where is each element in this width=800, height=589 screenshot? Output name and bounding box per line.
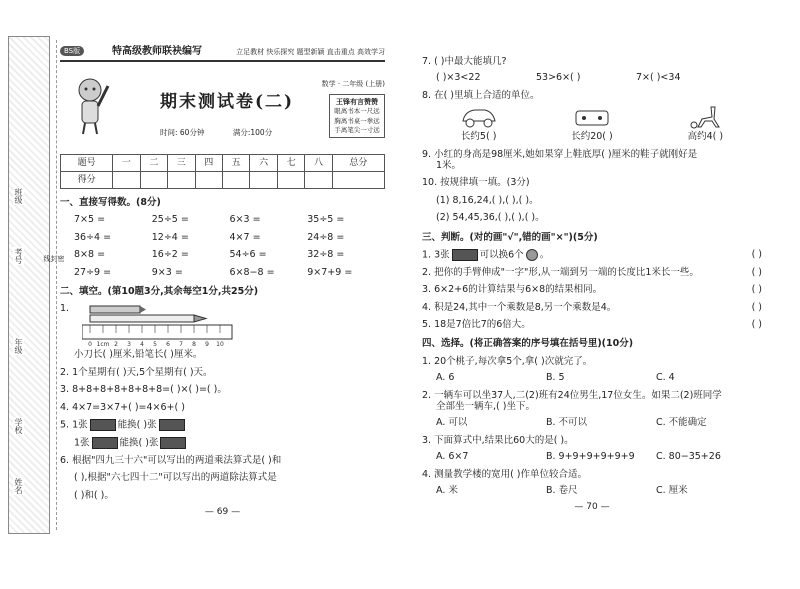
ruler-figure (82, 303, 242, 347)
judge-text: 3. 6×2+6的计算结果与6×8的结果相同。 (422, 284, 603, 296)
score-cell: 六 (250, 155, 277, 172)
binding-class-label: 班级 (14, 188, 23, 204)
j1-text-c: 。 (539, 249, 550, 261)
judge-5 (422, 319, 762, 330)
option: A. 可以 (436, 417, 468, 429)
motto-line: 胸离书桌一拳远 (334, 116, 380, 125)
exam-header (60, 62, 385, 152)
right-page (422, 56, 762, 513)
question-5a (60, 419, 385, 431)
q5b-text: 能换( )张 (117, 419, 157, 431)
giraffe-icon (685, 105, 725, 129)
seal-feng: 封 (50, 255, 58, 262)
judge-answer-blank[interactable]: ( ) (751, 284, 762, 296)
question-10-1: (1) 8,16,24,( ),( ),( )。 (436, 194, 539, 206)
score-input[interactable] (140, 172, 167, 189)
exam-full-score: 满分:100分 (232, 128, 273, 137)
binding-grade-label: 年级 (14, 338, 23, 354)
score-input[interactable] (113, 172, 140, 189)
judge-text: 5. 18是7倍比7的6倍大。 (422, 319, 531, 331)
banner (60, 44, 385, 62)
edition-badge: BS版 (60, 46, 84, 56)
calc-item: 27÷9 = (74, 266, 112, 278)
calc-grid (60, 214, 385, 278)
calc-item: 36÷4 = (74, 231, 112, 243)
calc-item: 54÷6 = (229, 249, 267, 261)
option: B. 5 (546, 372, 565, 384)
score-cell: 七 (277, 155, 304, 172)
coin-icon (526, 249, 538, 261)
page-number-right: — 70 — (574, 502, 610, 513)
q7-item: 53>6×( ) (536, 72, 581, 84)
option: A. 6 (436, 372, 455, 384)
toy-car-icon (459, 105, 499, 129)
ruler-number: 5 (153, 341, 157, 348)
q7-items (422, 72, 762, 83)
q5d-text: 能换( )张 (119, 437, 159, 449)
ruler-number: 8 (192, 341, 196, 348)
q8-item (422, 105, 535, 142)
option: B. 不可以 (546, 417, 588, 429)
score-input[interactable] (168, 172, 195, 189)
q1-number: 1. (60, 303, 70, 315)
calc-item: 32÷8 = (307, 249, 345, 261)
q8-label: 长约20( ) (571, 131, 613, 143)
exam-meta (160, 128, 298, 137)
binding-school-label: 学校 (14, 418, 23, 434)
option: A. 6×7 (436, 451, 469, 463)
question-4: 4. 4×7=3×7+( )=4×6+( ) (60, 401, 185, 413)
judge-answer-blank[interactable]: ( ) (751, 319, 762, 331)
choice-4: 4. 测量教学楼的宽用( )作单位较合适。 (422, 468, 588, 480)
q7-item: 7×( )<34 (636, 72, 681, 84)
question-8: 8. 在( )里填上合适的单位。 (422, 89, 540, 101)
question-3: 3. 8+8+8+8+8+8+8=( )×( )=( )。 (60, 384, 227, 396)
calc-item: 9×7+9 = (307, 266, 353, 278)
calc-item: 8×8 = (74, 249, 106, 261)
calc-item: 9×3 = (151, 266, 183, 278)
q8-item (535, 105, 648, 142)
question-1 (60, 303, 385, 349)
question-5b (60, 437, 385, 449)
calc-item: 25÷5 = (151, 214, 189, 226)
choice-1: 1. 20个桃子,每次拿5个,拿( )次就完了。 (422, 355, 593, 367)
score-cell: 总分 (332, 155, 384, 172)
banknote-icon (90, 419, 116, 431)
score-input[interactable] (332, 172, 384, 189)
option: B. 卷尺 (546, 484, 578, 496)
score-cell: 三 (168, 155, 195, 172)
motto-box (329, 94, 385, 138)
section-4-title: 四、选择。(将正确答案的序号填在括号里)(10分) (422, 338, 634, 350)
score-cell: 八 (305, 155, 332, 172)
section-3-title: 三、判断。(对的画"√",错的画"×")(5分) (422, 231, 598, 243)
banknote-icon (160, 437, 186, 449)
binding-name-label: 姓名 (14, 478, 23, 494)
motto-line: 眼离书本一尺远 (334, 107, 380, 116)
score-value-row (61, 172, 385, 189)
ruler-number: 6 (166, 341, 170, 348)
choice-3-options (422, 451, 762, 462)
calc-item: 6×8−8 = (229, 266, 275, 278)
score-input[interactable] (250, 172, 277, 189)
option: C. 不能确定 (656, 417, 707, 429)
score-input[interactable] (277, 172, 304, 189)
j1-text-a: 1. 3张 (422, 249, 450, 261)
judge-answer-blank[interactable]: ( ) (751, 248, 762, 260)
score-cell: 五 (222, 155, 249, 172)
choice-2-line2: 全部坐一辆车,( )坐下。 (436, 401, 535, 413)
score-input[interactable] (222, 172, 249, 189)
banknote-icon (452, 249, 478, 261)
ruler-number: 7 (179, 341, 183, 348)
judge-text: 4. 积是24,其中一个乘数是8,另一个乘数是4。 (422, 301, 617, 313)
exam-title: 期末测试卷(二) (160, 92, 295, 112)
binding-strip (8, 36, 50, 534)
score-header-row (61, 155, 385, 172)
calc-item: 4×7 = (229, 231, 261, 243)
ruler-number: 2 (114, 341, 118, 348)
judge-answer-blank[interactable]: ( ) (751, 266, 762, 278)
score-cell: 二 (140, 155, 167, 172)
banner-title: 特高级教师联袂编写 (112, 46, 202, 57)
question-9-line2: 1米。 (436, 159, 462, 171)
score-row-label: 得分 (61, 172, 113, 189)
option: B. 9+9+9+9+9+9 (546, 451, 635, 463)
calc-item: 24÷8 = (307, 231, 345, 243)
calc-item: 12÷4 = (151, 231, 189, 243)
score-input[interactable] (305, 172, 332, 189)
banknote-icon (92, 437, 118, 449)
banner-subtitle: 立足教材 快乐探究 题型新颖 直击重点 高效学习 (236, 48, 385, 56)
seal-mi: 密 (57, 255, 65, 262)
motto-line: 手离笔尖一寸远 (334, 125, 380, 134)
ruler-number: 0 (88, 341, 92, 348)
score-cell: 题号 (61, 155, 113, 172)
mascot-icon (70, 76, 110, 136)
calc-item: 7×5 = (74, 214, 106, 226)
section-1-title: 一、直接写得数。(8分) (60, 197, 161, 208)
calc-item: 16÷2 = (151, 249, 189, 261)
score-cell: 四 (195, 155, 222, 172)
score-table (60, 154, 385, 189)
ruler-number: 3 (127, 341, 131, 348)
judge-text: 2. 把你的手臂伸成"一字"形,从一端到另一端的长度比1米长一些。 (422, 266, 699, 278)
option: C. 厘米 (656, 484, 688, 496)
ruler-number: 4 (140, 341, 144, 348)
page-number-left: — 69 — (204, 507, 241, 518)
option: C. 4 (656, 372, 675, 384)
choice-2-options (422, 417, 762, 428)
q1-answer-line: 小刀长( )厘米,铅笔长( )厘米。 (74, 349, 203, 361)
q8-label: 高约4( ) (687, 131, 724, 143)
ruler-number: 1cm (96, 341, 110, 348)
judge-4 (422, 302, 762, 313)
choice-2: 2. 一辆车可以坐37人,二(2)班有24位男生,17位女生。如果二(2)班同学 (422, 389, 722, 401)
banknote-icon (159, 419, 185, 431)
q8-label: 长约5( ) (460, 131, 497, 143)
stapler-icon (572, 105, 612, 129)
question-7: 7. ( )中最大能填几? (422, 56, 507, 67)
score-input[interactable] (195, 172, 222, 189)
choice-3: 3. 下面算式中,结果比60大的是( )。 (422, 434, 574, 446)
seal-xian: 线 (43, 255, 51, 262)
score-cell: 一 (113, 155, 140, 172)
ruler-number: 10 (216, 341, 224, 348)
exam-time: 时间: 60分钟 (160, 128, 205, 137)
q8-pictures (422, 105, 762, 142)
question-6-line2: ( ),根据"六七四十二"可以写出的两道除法算式是 (74, 472, 277, 484)
binding-dash-line (56, 40, 57, 530)
ruler-number: 9 (205, 341, 209, 348)
question-6-line3: ( )和( )。 (74, 489, 114, 501)
question-10-2: (2) 54,45,36,( ),( ),( )。 (436, 212, 545, 224)
q5c-text: 1张 (74, 437, 90, 449)
option: A. 米 (436, 484, 458, 496)
judge-1 (422, 249, 762, 261)
left-page (60, 44, 385, 518)
motto-title: 王锋有言赞赞 (336, 98, 378, 106)
calc-item: 35÷5 = (307, 214, 345, 226)
question-10: 10. 按规律填一填。(3分) (422, 177, 530, 189)
choice-4-options (422, 485, 762, 496)
grade-label: 数学 · 二年级 (上册) (321, 80, 385, 88)
question-6: 6. 根据"四九三十六"可以写出的两道乘法算式是( )和 (60, 454, 282, 466)
judge-answer-blank[interactable]: ( ) (751, 301, 762, 313)
q7-item: ( )×3<22 (436, 72, 481, 84)
choice-1-options (422, 372, 762, 383)
calc-item: 6×3 = (229, 214, 261, 226)
section-2-title: 二、填空。(第10题3分,其余每空1分,共25分) (60, 285, 259, 297)
q8-item (649, 105, 762, 142)
j1-text-b: 可以换6个 (479, 249, 524, 261)
judge-3 (422, 284, 762, 295)
judge-2 (422, 267, 762, 278)
option: C. 80−35+26 (656, 451, 721, 463)
question-9: 9. 小红的身高是98厘米,她如果穿上鞋底厚( )厘米的鞋子就刚好是 (422, 148, 698, 160)
binding-id-label: 考号 (14, 248, 23, 264)
question-2: 2. 1个星期有( )天,5个星期有( )天。 (60, 366, 213, 378)
q5a-text: 5. 1张 (60, 419, 88, 431)
